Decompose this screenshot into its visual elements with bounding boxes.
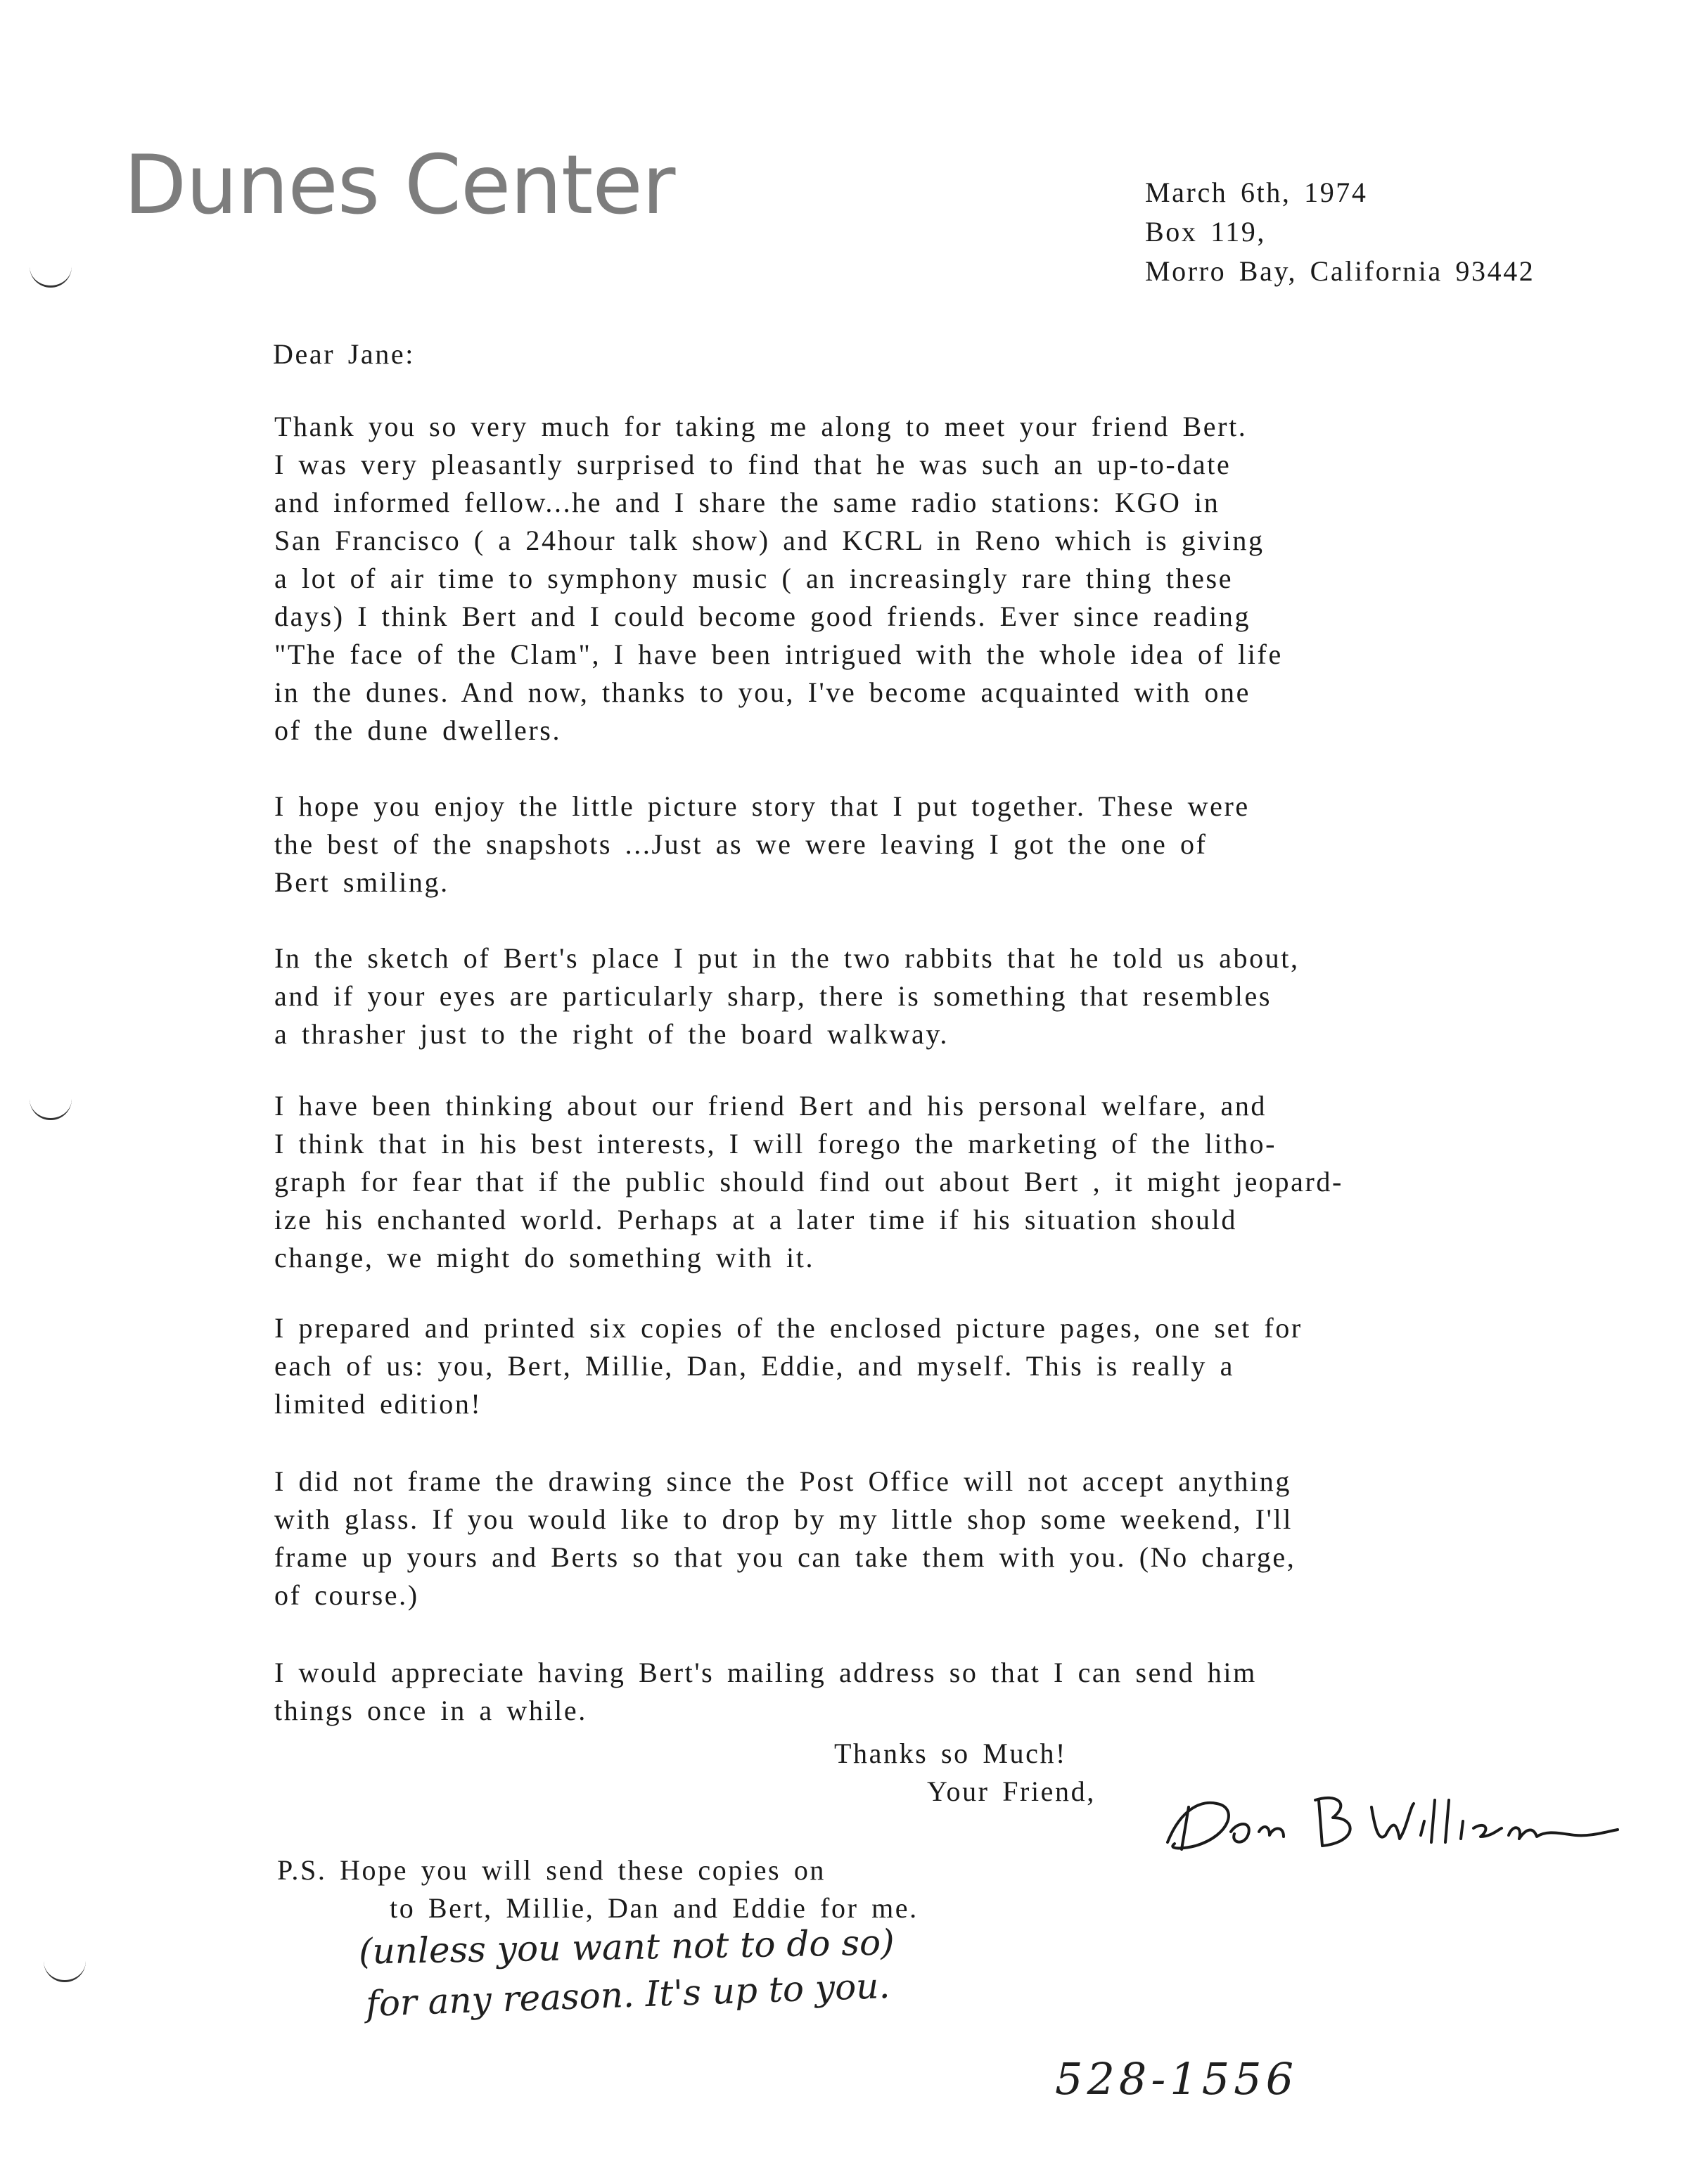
- body-line: Bert smiling.: [274, 866, 449, 898]
- body-line: graph for fear that if the public should find out about Bert , it might jeopard-: [274, 1166, 1343, 1197]
- punch-hole-bottom: [44, 1959, 86, 1982]
- ps-line-2: to Bert, Millie, Dan and Eddie for me.: [390, 1892, 919, 1924]
- ps-line-1: P.S. Hope you will send these copies on: [277, 1854, 826, 1886]
- body-line: and if your eyes are particularly sharp, there is something that resembles: [274, 980, 1272, 1012]
- body-line: I have been thinking about our friend Bert and his personal welfare, and: [274, 1090, 1267, 1122]
- body-line: the best of the snapshots ...Just as we were leaving I got the one of: [274, 828, 1208, 860]
- body-line: I was very pleasantly surprised to find that he was such an up-to-date: [274, 449, 1232, 480]
- paragraph-7: [274, 1654, 1257, 1730]
- address-line-2: Morro Bay, California 93442: [1145, 255, 1535, 287]
- body-line: a thrasher just to the right of the board walkway.: [274, 1018, 949, 1050]
- body-line: ize his enchanted world. Perhaps at a later time if his situation should: [274, 1204, 1237, 1235]
- body-line: and informed fellow...he and I share the same radio stations: KGO in: [274, 487, 1220, 518]
- punch-hole-top: [30, 264, 72, 288]
- body-line: in the dunes. And now, thanks to you, I've become acquainted with one: [274, 676, 1251, 708]
- body-line: I think that in his best interests, I will forego the marketing of the litho-: [274, 1128, 1277, 1160]
- body-line: I hope you enjoy the little picture story that I put together. These were: [274, 790, 1250, 822]
- body-line: limited edition!: [274, 1388, 482, 1420]
- handwritten-note-line-1: (unless you want not to do so): [358, 1922, 895, 1972]
- body-line: of course.): [274, 1579, 419, 1611]
- body-line: of the dune dwellers.: [274, 714, 562, 746]
- paragraph-5: [274, 1309, 1303, 1423]
- body-line: change, we might do something with it.: [274, 1242, 815, 1273]
- address-line-1: Box 119,: [1145, 216, 1266, 248]
- handwritten-phone: 528-1556: [1055, 2053, 1298, 2105]
- body-line: In the sketch of Bert's place I put in the two rabbits that he told us about,: [274, 942, 1300, 974]
- body-line: frame up yours and Berts so that you can take them with you. (No charge,: [274, 1541, 1296, 1573]
- salutation: Dear Jane:: [273, 338, 415, 370]
- body-line: each of us: you, Bert, Millie, Dan, Eddie, and myself. This is really a: [274, 1350, 1234, 1382]
- closing-your-friend: Your Friend,: [927, 1775, 1096, 1807]
- paragraph-4: [274, 1087, 1343, 1277]
- closing-thanks: Thanks so Much!: [834, 1737, 1067, 1769]
- body-line: days) I think Bert and I could become good friends. Ever since reading: [274, 600, 1251, 632]
- paragraph-2: [274, 788, 1250, 901]
- letter-date: March 6th, 1974: [1145, 176, 1368, 208]
- punch-hole-middle: [30, 1097, 72, 1120]
- body-line: with glass. If you would like to drop by my little shop some weekend, I'll: [274, 1503, 1293, 1535]
- body-line: I prepared and printed six copies of the enclosed picture pages, one set for: [274, 1312, 1303, 1344]
- body-line: Thank you so very much for taking me along to meet your friend Bert.: [274, 411, 1248, 442]
- paragraph-3: [274, 939, 1300, 1053]
- body-line: San Francisco ( a 24hour talk show) and KCRL in Reno which is giving: [274, 525, 1265, 556]
- body-line: "The face of the Clam", I have been intrigued with the whole idea of life: [274, 638, 1283, 670]
- header-logo: Dunes Center: [124, 138, 675, 233]
- paragraph-1: [274, 408, 1283, 750]
- body-line: I would appreciate having Bert's mailing address so that I can send him: [274, 1657, 1257, 1688]
- body-line: a lot of air time to symphony music ( an increasingly rare thing these: [274, 563, 1234, 594]
- handwritten-signature: [1153, 1779, 1632, 1863]
- body-line: things once in a while.: [274, 1695, 587, 1726]
- body-line: I did not frame the drawing since the Post Office will not accept anything: [274, 1465, 1292, 1497]
- handwritten-note-line-2: for any reason. It's up to you.: [365, 1965, 891, 2024]
- paragraph-6: [274, 1463, 1296, 1614]
